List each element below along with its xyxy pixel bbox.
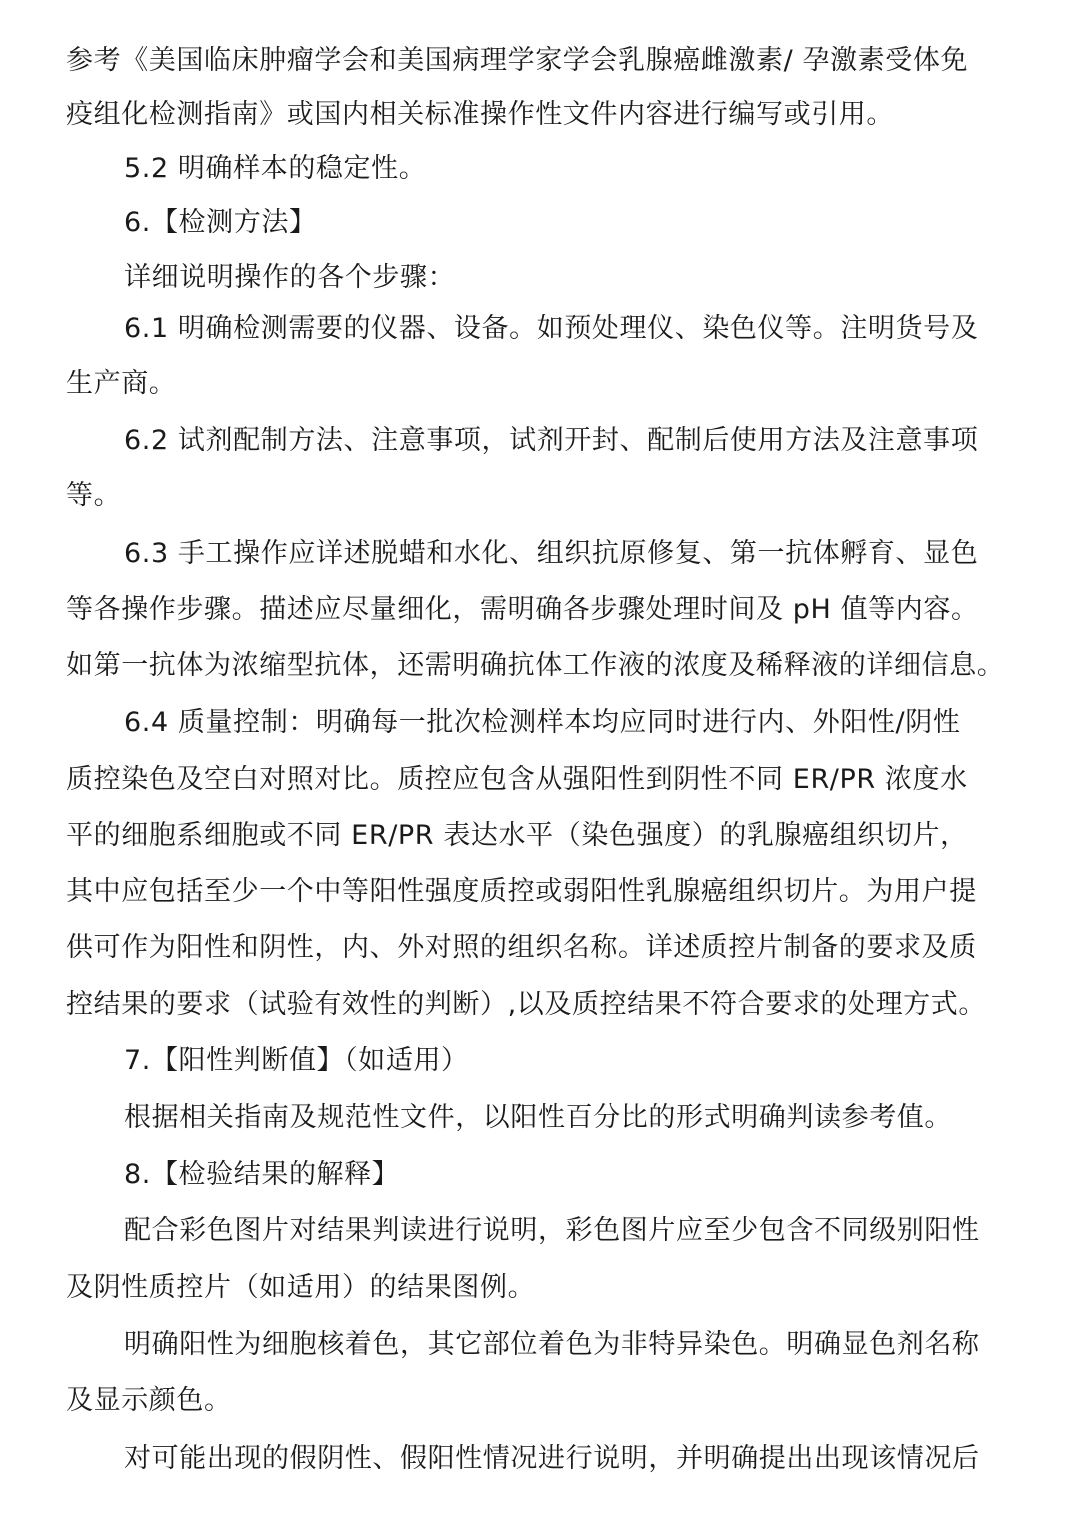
section-heading: 7.【阳性判断值】（如适用） — [124, 1045, 469, 1076]
text-line: 平的细胞系细胞或不同 ER/PR 表达水平（染色强度）的乳腺癌组织切片， — [66, 820, 968, 851]
text-line: 6.1 明确检测需要的仪器、设备。如预处理仪、染色仪等。注明货号及 — [124, 313, 979, 344]
text-line: 5.2 明确样本的稳定性。 — [124, 153, 427, 184]
text-line: 其中应包括至少一个中等阳性强度质控或弱阳性乳腺癌组织切片。为用户提 — [66, 876, 977, 907]
text-line: 控结果的要求（试验有效性的判断）,以及质控结果不符合要求的处理方式。 — [66, 989, 986, 1020]
text-line: 等各操作步骤。描述应尽量细化，需明确各步骤处理时间及 pH 值等内容。 — [66, 594, 979, 625]
text-line: 质控染色及空白对照对比。质控应包含从强阳性到阴性不同 ER/PR 浓度水 — [66, 764, 968, 795]
text-line: 6.3 手工操作应详述脱蜡和水化、组织抗原修复、第一抗体孵育、显色 — [124, 538, 979, 569]
text-line: 根据相关指南及规范性文件，以阳性百分比的形式明确判读参考值。 — [124, 1102, 952, 1133]
text-line: 详细说明操作的各个步骤： — [124, 262, 456, 293]
text-line: 等。 — [66, 480, 122, 511]
text-line: 及阴性质控片（如适用）的结果图例。 — [66, 1272, 536, 1303]
text-line: 疫组化检测指南》或国内相关标准操作性文件内容进行编写或引用。 — [66, 99, 894, 130]
text-line: 生产商。 — [66, 368, 177, 399]
text-line: 6.4 质量控制：明确每一批次检测样本均应同时进行内、外阳性/阴性 — [124, 707, 961, 738]
text-line: 如第一抗体为浓缩型抗体，还需明确抗体工作液的浓度及稀释液的详细信息。 — [66, 650, 1005, 681]
text-line: 6.2 试剂配制方法、注意事项，试剂开封、配制后使用方法及注意事项 — [124, 425, 979, 456]
text-line: 明确阳性为细胞核着色，其它部位着色为非特异染色。明确显色剂名称 — [124, 1329, 980, 1360]
text-line: 参考《美国临床肿瘤学会和美国病理学家学会乳腺癌雌激素/ 孕激素受体免 — [66, 45, 969, 76]
text-line: 对可能出现的假阴性、假阳性情况进行说明，并明确提出出现该情况后 — [124, 1443, 980, 1474]
text-line: 及显示颜色。 — [66, 1385, 232, 1416]
text-line: 配合彩色图片对结果判读进行说明，彩色图片应至少包含不同级别阳性 — [124, 1215, 980, 1246]
text-line: 供可作为阳性和阴性，内、外对照的组织名称。详述质控片制备的要求及质 — [66, 932, 977, 963]
section-heading: 8.【检验结果的解释】 — [124, 1159, 400, 1190]
section-heading: 6.【检测方法】 — [124, 207, 317, 238]
